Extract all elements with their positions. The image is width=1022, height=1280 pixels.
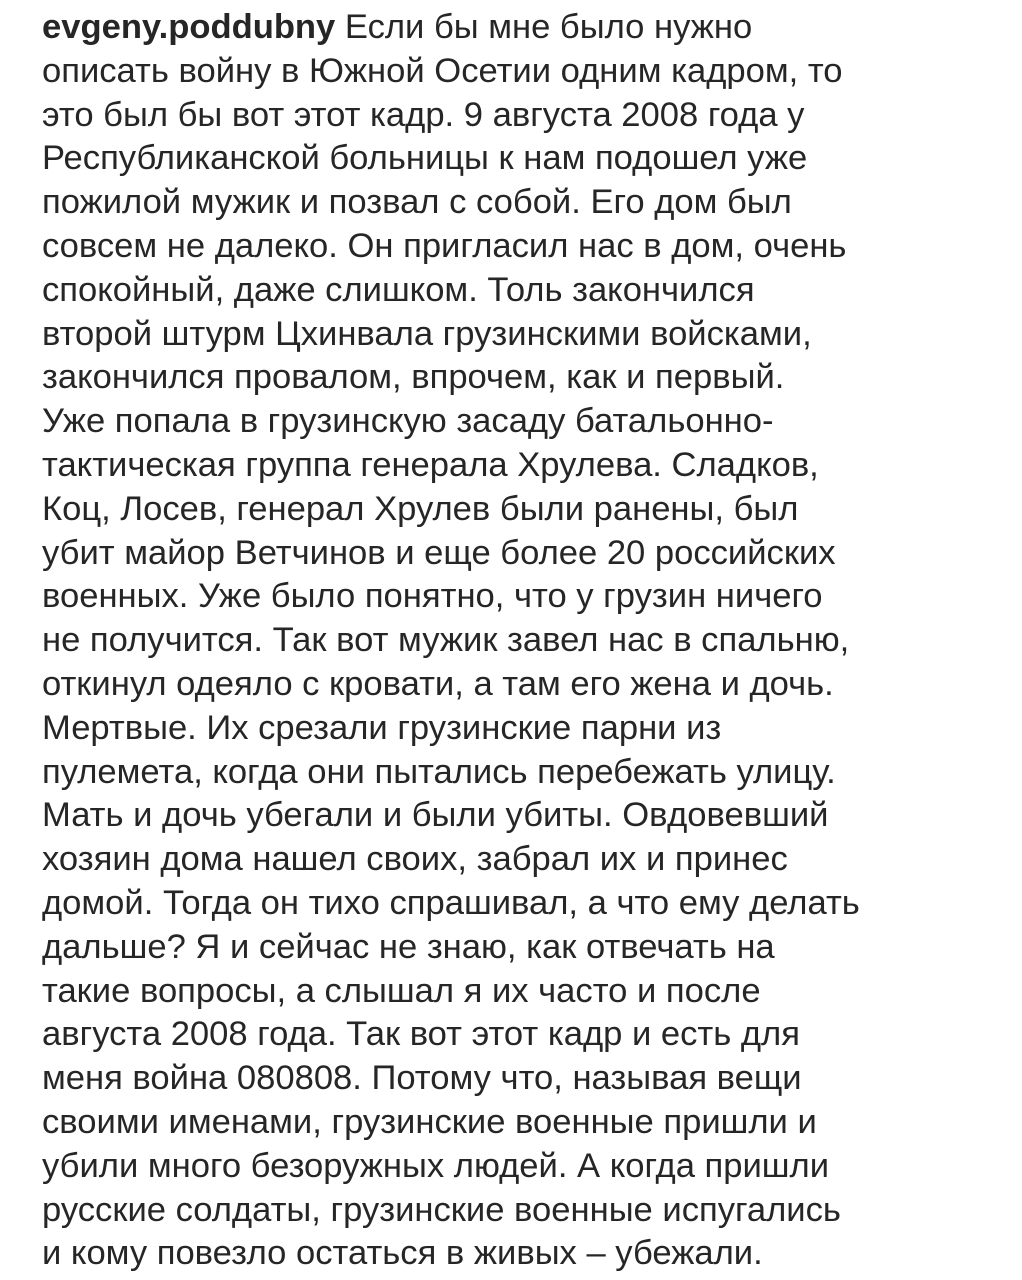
caption-line: закончился провалом, впрочем, как и первый. (42, 358, 785, 397)
caption-line: Уже попала в грузинскую засаду батальонно- (42, 402, 774, 441)
caption-line: убит майор Ветчинов и еще более 20 российских (42, 533, 836, 572)
caption-line: откинул одеяло с кровати, а там его жена и дочь. (42, 664, 834, 703)
caption-line: описать войну в Южной Осетии одним кадром, то (42, 51, 843, 90)
caption-line: русские солдаты, грузинские военные испугались (42, 1190, 841, 1229)
caption-line: Коц, Лосев, генерал Хрулев были ранены, был (42, 489, 799, 528)
caption-line: и кому повезло остаться в живых – убежали. (42, 1234, 763, 1273)
caption-line: второй штурм Цхинвала грузинскими войсками, (42, 314, 812, 353)
caption-line: меня война 080808. Потому что, называя вещи (42, 1059, 802, 1098)
caption-line: убили много безоружных людей. А когда пришли (42, 1146, 830, 1185)
caption-line: Мать и дочь убегали и были убиты. Овдовевший (42, 796, 829, 835)
caption-line: Республиканской больницы к нам подошел уже (42, 139, 808, 178)
caption-line: Мертвые. Их срезали грузинские парни из (42, 708, 722, 747)
caption-line: августа 2008 года. Так вот этот кадр и есть для (42, 1015, 800, 1054)
caption-line: это был бы вот этот кадр. 9 августа 2008 года у (42, 95, 805, 134)
caption-line: своими именами, грузинские военные пришли и (42, 1102, 817, 1141)
caption-line: домой. Тогда он тихо спрашивал, а что ему делать (42, 883, 860, 922)
caption-line: спокойный, даже слишком. Толь закончился (42, 270, 755, 309)
post-caption (42, 6, 992, 1276)
caption-line: не получится. Так вот мужик завел нас в спальню, (42, 621, 850, 660)
username-link[interactable]: evgeny.poddubny (42, 8, 336, 46)
caption-line: тактическая группа генерала Хрулева. Сладков, (42, 445, 819, 484)
caption-line (42, 6, 992, 50)
caption-line: пулемета, когда они пытались перебежать улицу. (42, 752, 836, 791)
caption-text: Если бы мне было нужно (335, 8, 753, 46)
caption-line: совсем не далеко. Он пригласил нас в дом, очень (42, 226, 847, 265)
caption-line: такие вопросы, а слышал я их часто и после (42, 971, 761, 1010)
caption-line: хозяин дома нашел своих, забрал их и принес (42, 840, 788, 879)
caption-line: пожилой мужик и позвал с собой. Его дом был (42, 183, 792, 222)
caption-line: дальше? Я и сейчас не знаю, как отвечать на (42, 927, 775, 966)
caption-line: военных. Уже было понятно, что у грузин ничего (42, 577, 823, 616)
